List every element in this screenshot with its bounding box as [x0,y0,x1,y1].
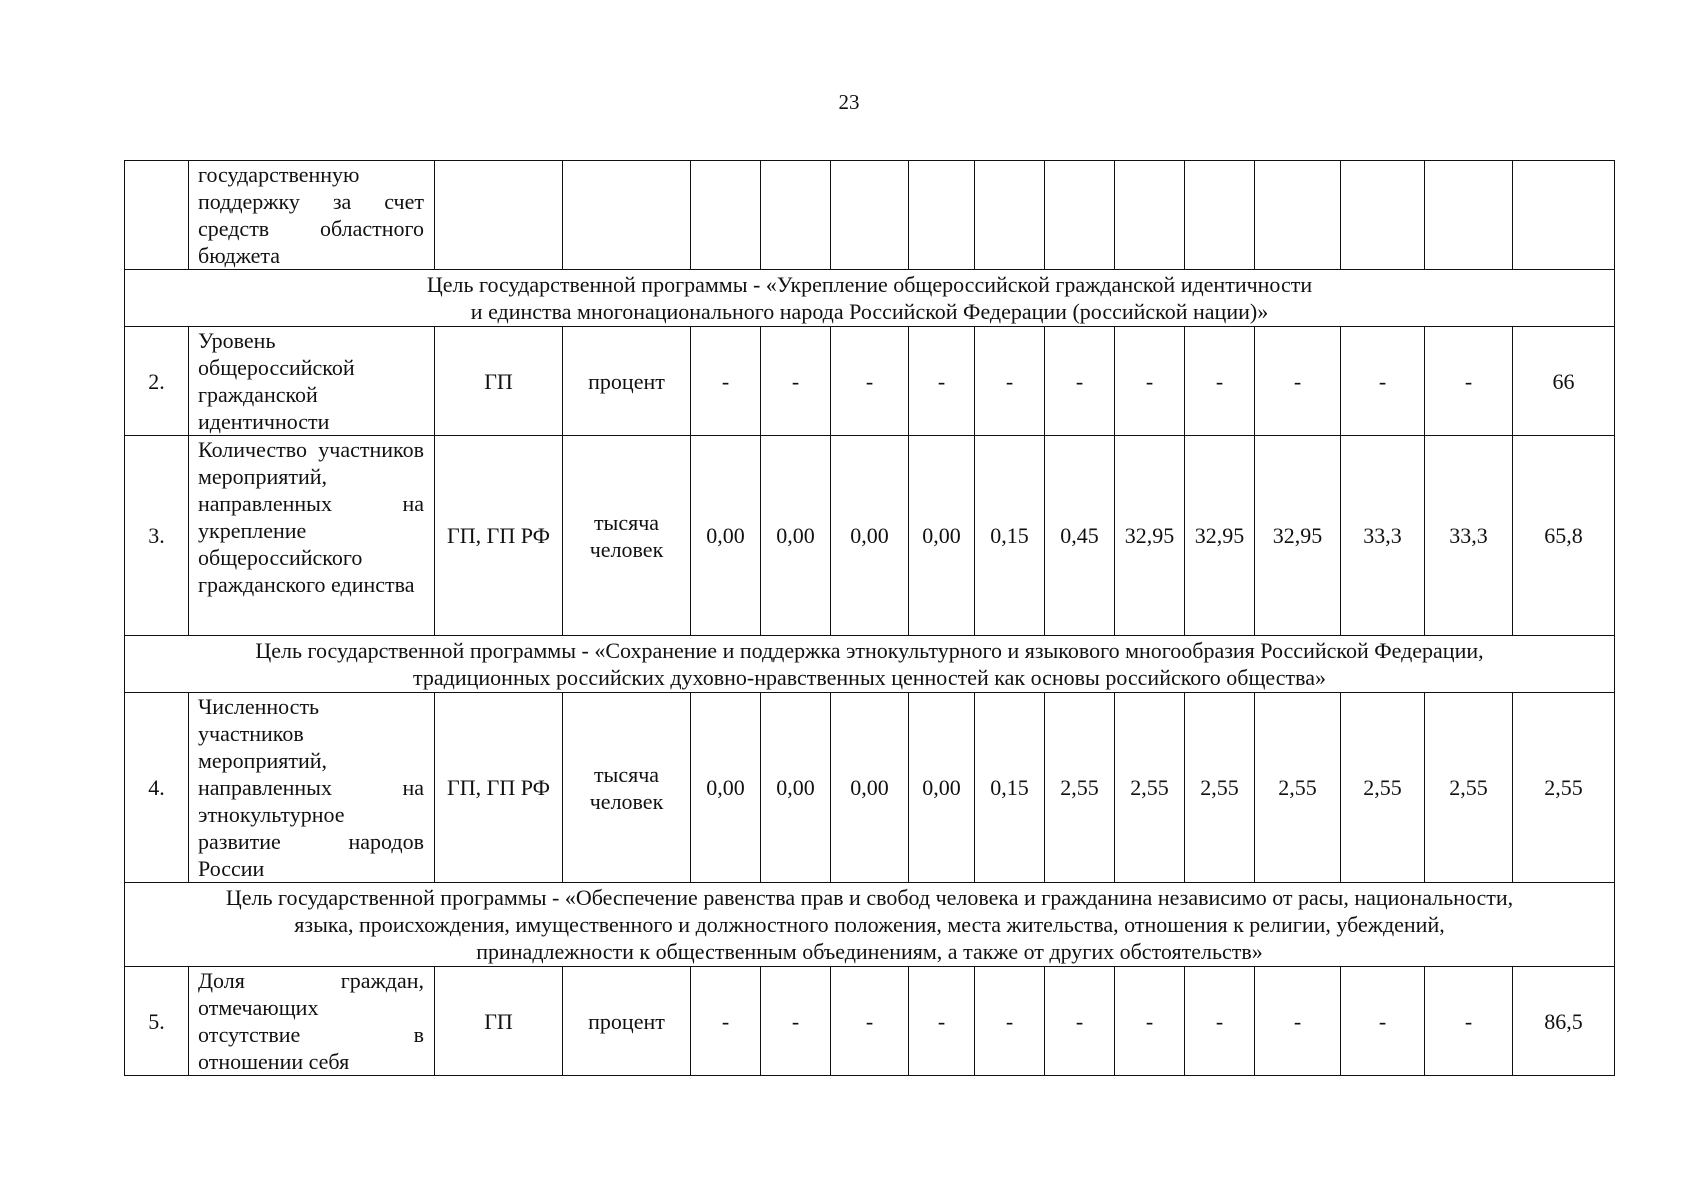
value-cell: - [1341,327,1425,436]
value-cell: - [1255,967,1341,1076]
value-cell: - [691,327,761,436]
goal-line: Цель государственной программы - «Обеспечение равенства прав и свобод человека и гражданина независимо от расы, национальности, [225,885,1514,910]
indicator-source [435,161,563,270]
value-cell: 0,00 [761,693,831,883]
value-cell: 32,95 [1255,436,1341,636]
value-cell [1341,161,1425,270]
goal-text [125,883,1615,967]
indicator-row [125,436,1615,636]
value-cell: - [909,967,975,1076]
value-cell: 2,55 [1425,693,1513,883]
goal-text [125,270,1615,327]
value-cell: - [1425,327,1513,436]
row-number: 4. [125,693,189,883]
value-cell [831,161,909,270]
goal-line: традиционных российских духовно-нравственных ценностей как основы российского общества» [413,665,1326,690]
value-cell: 0,00 [831,436,909,636]
value-cell [1425,161,1513,270]
indicator-unit: процент [563,327,691,436]
value-cell: - [1115,327,1185,436]
value-cell: 2,55 [1255,693,1341,883]
indicator-source: ГП, ГП РФ [435,693,563,883]
value-cell: - [1255,327,1341,436]
indicator-source: ГП, ГП РФ [435,436,563,636]
indicator-unit: тысяча человек [563,436,691,636]
goal-line: Цель государственной программы - «Сохранение и поддержка этнокультурного и языкового многообразия Российской Федерации, [255,638,1484,663]
indicator-name: Количество участников мероприятий, направленных на укрепление общероссийского гражданского единства [189,436,435,636]
value-cell [1185,161,1255,270]
goal-line: принадлежности к общественным объединениям, а также от других обстоятельств» [476,939,1263,964]
indicator-unit [563,161,691,270]
value-cell [1255,161,1341,270]
value-cell: 65,8 [1513,436,1615,636]
value-cell: - [1045,967,1115,1076]
value-cell: 32,95 [1185,436,1255,636]
indicator-name: Численность участников мероприятий, направленных на этнокультурное развитие народов России [189,693,435,883]
indicator-unit: процент [563,967,691,1076]
value-cell: 0,00 [909,436,975,636]
value-cell: 2,55 [1045,693,1115,883]
goal-row [125,270,1615,327]
value-cell: - [761,967,831,1076]
value-cell [761,161,831,270]
value-cell: - [909,327,975,436]
value-cell: 0,00 [761,436,831,636]
value-cell: - [1185,327,1255,436]
indicator-source: ГП [435,327,563,436]
value-cell: - [1115,967,1185,1076]
value-cell: 33,3 [1341,436,1425,636]
goal-line: Цель государственной программы - «Укрепление общероссийской гражданской идентичности [426,272,1313,297]
value-cell: 0,00 [691,693,761,883]
indicator-row [125,161,1615,270]
value-cell: 2,55 [1341,693,1425,883]
value-cell: - [975,967,1045,1076]
row-number: 2. [125,327,189,436]
value-cell: - [975,327,1045,436]
value-cell [691,161,761,270]
value-cell: - [1341,967,1425,1076]
value-cell: 0,15 [975,436,1045,636]
page-number: 23 [838,90,860,114]
indicator-name: Уровень общероссийской гражданской идентичности [189,327,435,436]
value-cell: - [1045,327,1115,436]
value-cell: - [1425,967,1513,1076]
goal-text [125,636,1615,693]
indicator-row [125,693,1615,883]
indicator-name: государственную поддержку за счет средств областного бюджета [189,161,435,270]
indicators-table [124,160,1615,1076]
value-cell: 0,00 [909,693,975,883]
row-number [125,161,189,270]
goal-row [125,636,1615,693]
indicator-row [125,327,1615,436]
value-cell [1513,161,1615,270]
value-cell: 0,45 [1045,436,1115,636]
indicator-name: Доля граждан, отмечающих отсутствие в отношении себя [189,967,435,1076]
value-cell [909,161,975,270]
value-cell: - [831,967,909,1076]
value-cell [975,161,1045,270]
value-cell: 2,55 [1513,693,1615,883]
value-cell: - [691,967,761,1076]
row-number: 3. [125,436,189,636]
value-cell: - [761,327,831,436]
row-number: 5. [125,967,189,1076]
value-cell: 66 [1513,327,1615,436]
value-cell: 2,55 [1115,693,1185,883]
value-cell: 0,00 [691,436,761,636]
value-cell: 0,15 [975,693,1045,883]
goal-line: языка, происхождения, имущественного и должностного положения, места жительства, отношения к религии, убеждений, [294,912,1445,937]
goal-line: и единства многонационального народа Российской Федерации (российской нации)» [470,299,1269,324]
value-cell [1045,161,1115,270]
value-cell [1115,161,1185,270]
value-cell: 32,95 [1115,436,1185,636]
value-cell: 0,00 [831,693,909,883]
indicator-source: ГП [435,967,563,1076]
goal-row [125,883,1615,967]
value-cell: - [831,327,909,436]
indicator-unit: тысяча человек [563,693,691,883]
indicator-row [125,967,1615,1076]
value-cell: 33,3 [1425,436,1513,636]
value-cell: - [1185,967,1255,1076]
value-cell: 2,55 [1185,693,1255,883]
value-cell: 86,5 [1513,967,1615,1076]
